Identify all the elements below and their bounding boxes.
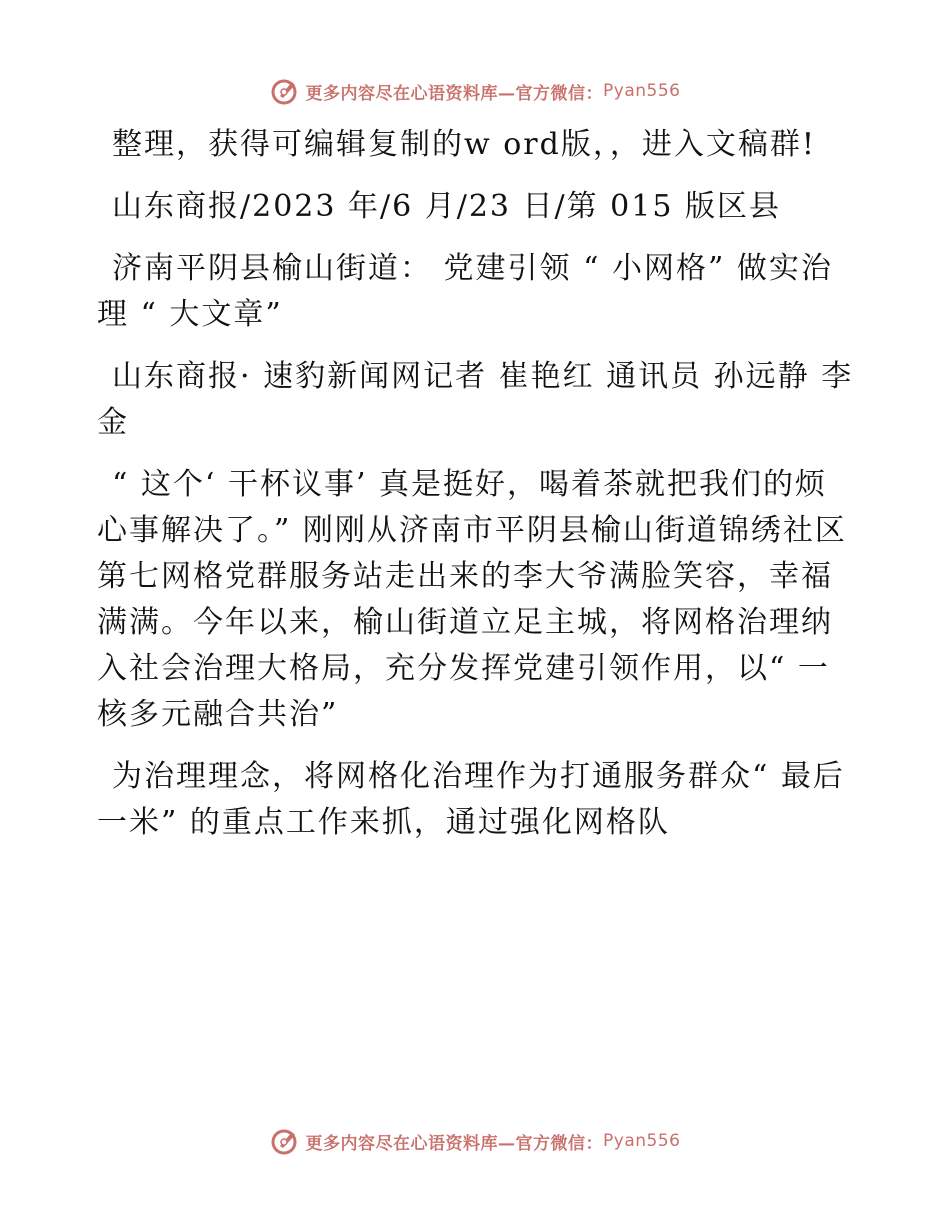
watermark-account: Pyan556 [603, 81, 681, 101]
watermark-account: Pyan556 [603, 1131, 681, 1151]
body-paragraph-2: 为治理理念，将网格化治理作为打通服务群众“ 最后一米” 的重点工作来抓，通过强化网格队 [97, 759, 845, 840]
body-paragraph-1: “ 这个‘ 干杯议事’ 真是挺好，喝着茶就把我们的烦心事解决了。” 刚刚从济南市平阴县榆山街道锦绣社区第七网格党群服务站走出来的李大爷满脸笑容，幸福满满。今年以来，榆山街道立足主城，将网格治理纳入社会治理大格局，充分发挥党建引领作用，以“ 一核多元融合共治” [97, 467, 847, 732]
page-header-watermark [0, 74, 950, 108]
pen-nib-circle-icon [270, 76, 300, 106]
document-body [97, 122, 857, 862]
watermark-text: 更多内容尽在心语资料库—官方微信： [305, 1133, 604, 1154]
page-footer-watermark [0, 1124, 950, 1158]
intro-paragraph: 整理，获得可编辑复制的w ord版，，进入文稿群! [112, 127, 816, 162]
pen-nib-circle-icon [270, 1126, 300, 1156]
source-line: 山东商报/2023 年/6 月/23 日/第 015 版区县 [112, 189, 781, 224]
byline: 山东商报· 速豹新闻网记者 崔艳红 通讯员 孙远静 李金 [97, 359, 854, 440]
article-title: 济南平阴县榆山街道： 党建引领 “ 小网格” 做实治理 “ 大文章” [97, 251, 833, 332]
watermark-text: 更多内容尽在心语资料库—官方微信： [305, 83, 604, 104]
